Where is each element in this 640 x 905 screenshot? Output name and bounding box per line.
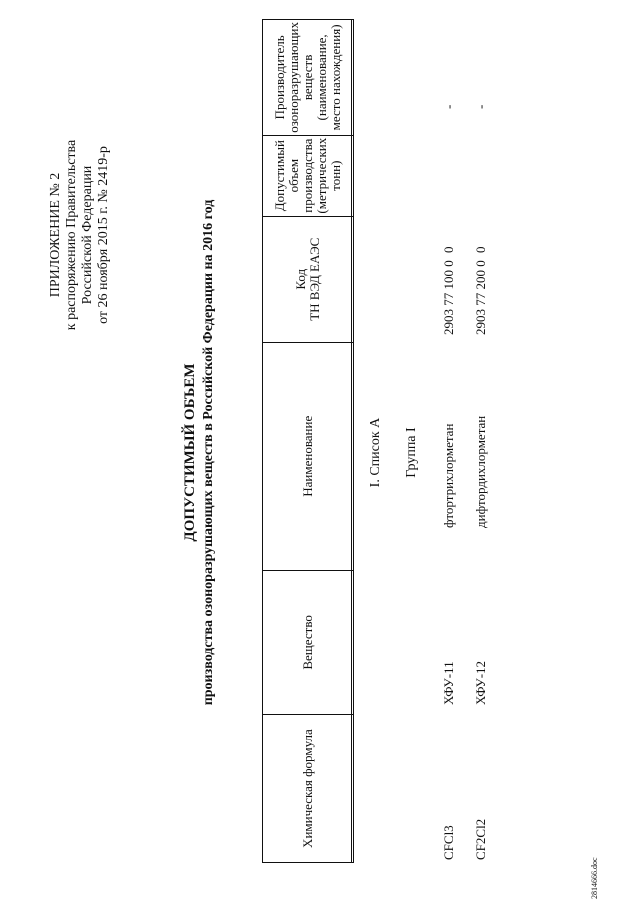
- row-substance: ХФУ-12: [473, 660, 488, 705]
- row-volume: 0: [473, 246, 488, 253]
- row-name: фтортрихлорметан: [441, 423, 456, 528]
- col-formula: Химическая формула: [263, 715, 354, 863]
- document-title: ДОПУСТИМЫЙ ОБЪЕМ: [182, 363, 198, 542]
- row-producer: -: [473, 104, 488, 109]
- row-producer: -: [441, 104, 456, 109]
- col-substance: Вещество: [263, 570, 354, 715]
- col-volume: Допустимый объем производства (метрических тонн): [263, 135, 354, 216]
- row-substance: ХФУ-11: [441, 661, 456, 705]
- row-code: 2903 77 200 0: [473, 260, 488, 335]
- appendix-reference: к распоряжению Правительства: [64, 139, 79, 331]
- row-formula: CFCl3: [441, 825, 456, 860]
- table-header: [262, 19, 354, 863]
- header-underline: [351, 19, 352, 863]
- appendix-government: Российской Федерации: [80, 165, 95, 305]
- row-name: дифтордихлорметан: [473, 415, 488, 528]
- row-code: 2903 77 100 0: [441, 260, 456, 335]
- row-formula: CF2Cl2: [473, 818, 488, 860]
- file-footer: 2814666.doc: [590, 857, 599, 899]
- appendix-number: ПРИЛОЖЕНИЕ № 2: [48, 172, 63, 298]
- col-producer: Производитель озоноразрушающих веществ (наименование, место нахождения): [263, 20, 354, 136]
- group-title: Группа I: [404, 427, 419, 478]
- section-title: I. Список А: [368, 417, 383, 488]
- col-code-line1: Код: [293, 268, 308, 290]
- appendix-date: от 26 ноября 2015 г. № 2419-р: [96, 146, 111, 324]
- document-subtitle: производства озоноразрушающих веществ в Российской Федерации на 2016 год: [201, 199, 216, 706]
- col-name: Наименование: [263, 342, 354, 570]
- col-code-line2: ТН ВЭД ЕАЭС: [307, 237, 322, 321]
- row-volume: 0: [441, 246, 456, 253]
- col-code: [263, 216, 354, 342]
- appendix-header: [48, 70, 112, 400]
